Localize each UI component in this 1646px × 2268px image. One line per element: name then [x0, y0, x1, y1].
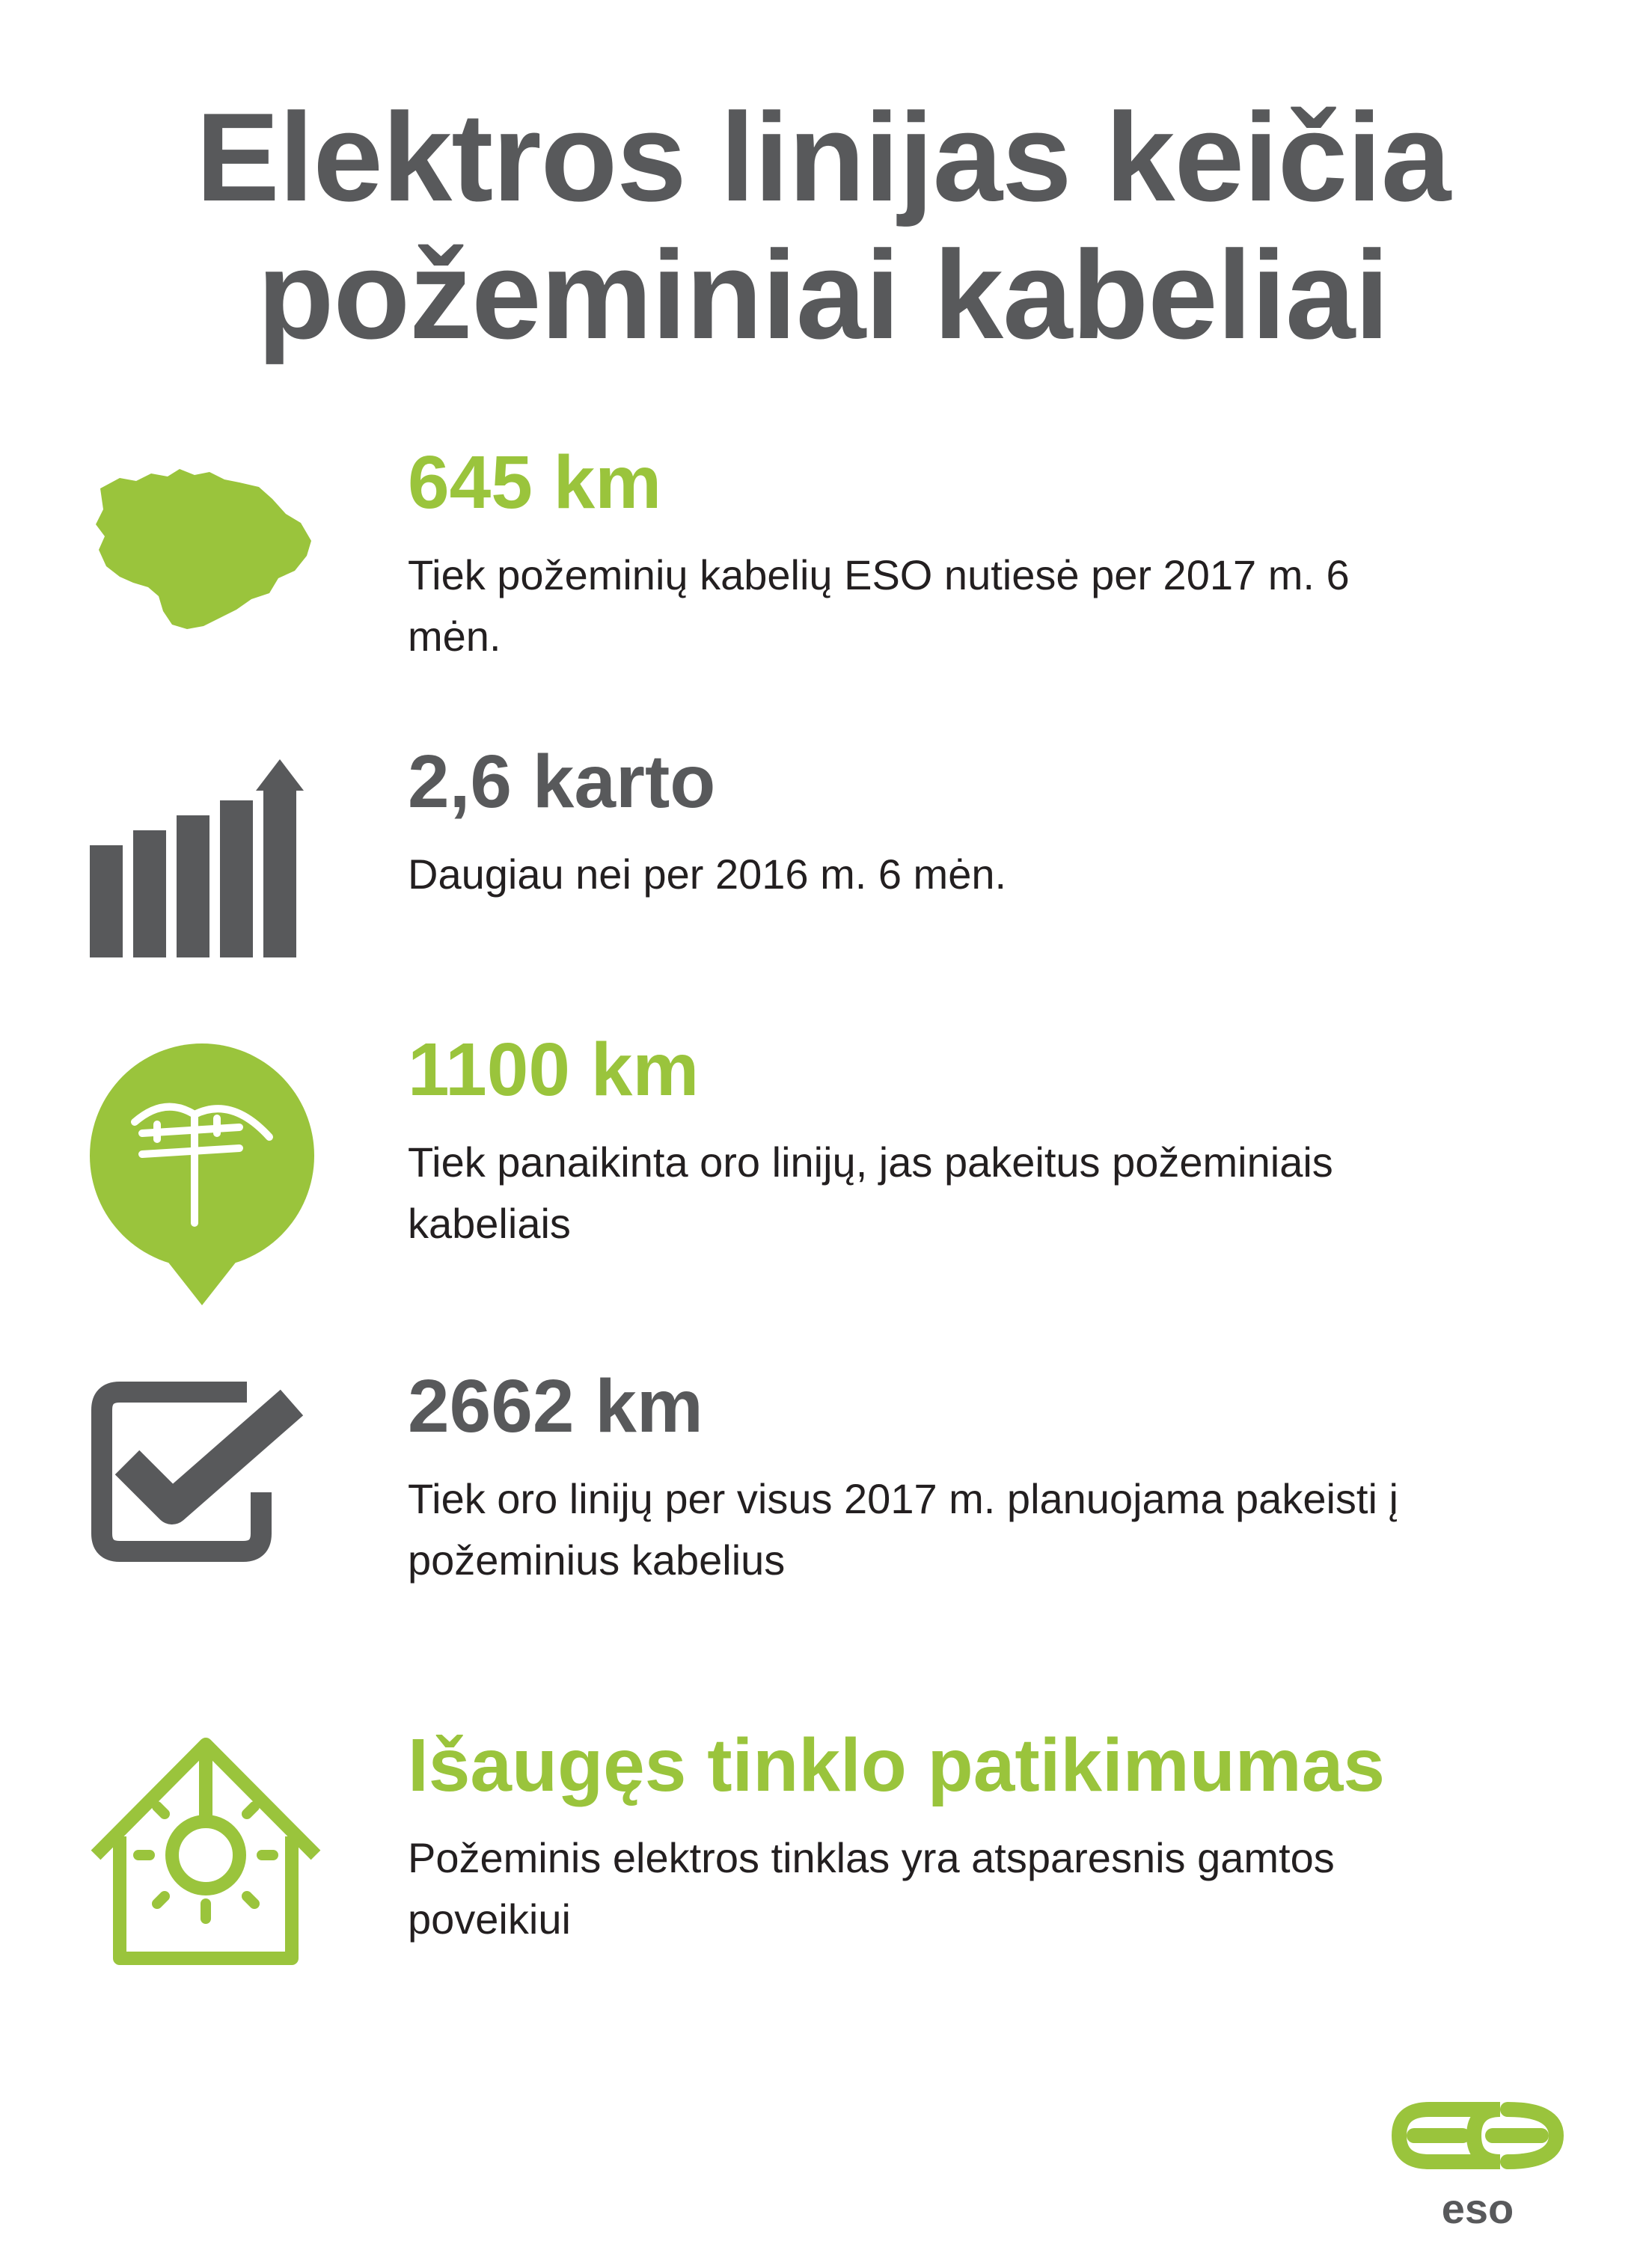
- stat-description: Tiek požeminių kabelių ESO nutiesė per 2017 m. 6 mėn.: [408, 551, 1350, 660]
- growth-bars-icon: [90, 759, 322, 957]
- title-line-2: požeminiai kabeliai: [257, 224, 1389, 365]
- stat-description: Požeminis elektros tinklas yra atsparesnis gamtos poveikiui: [408, 1834, 1335, 1943]
- stat-value: 2,6 karto: [408, 740, 716, 824]
- stat-value: Išaugęs tinklo patikimumas: [408, 1723, 1385, 1807]
- stat-2662km: [408, 1365, 1605, 1591]
- stat-description: Tiek oro linijų per visus 2017 m. planuojama pakeisti į požeminius kabelius: [408, 1475, 1398, 1584]
- page-title: [0, 88, 1646, 364]
- stat-value: 645 km: [408, 441, 662, 524]
- power-pole-pin-icon: [90, 1043, 314, 1305]
- stat-645km: [408, 441, 1605, 667]
- stat-value: 2662 km: [408, 1364, 703, 1448]
- checkbox-check-icon: [90, 1380, 307, 1563]
- stat-value: 1100 km: [408, 1028, 700, 1112]
- house-lightbulb-icon: [90, 1735, 322, 1967]
- stat-2-6-karto: [408, 741, 1605, 905]
- lithuania-map-icon: [90, 460, 322, 640]
- eso-logo-icon: [1388, 2094, 1567, 2177]
- stat-description: Daugiau nei per 2016 m. 6 mėn.: [408, 851, 1007, 898]
- stat-description: Tiek panaikinta oro linijų, jas pakeitus požeminiais kabeliais: [408, 1138, 1333, 1247]
- logo-text: eso: [1441, 2185, 1514, 2232]
- title-line-1: Elektros linijas keičia: [195, 87, 1451, 227]
- stat-network-reliability: [408, 1724, 1605, 1950]
- stat-1100km: [408, 1029, 1605, 1254]
